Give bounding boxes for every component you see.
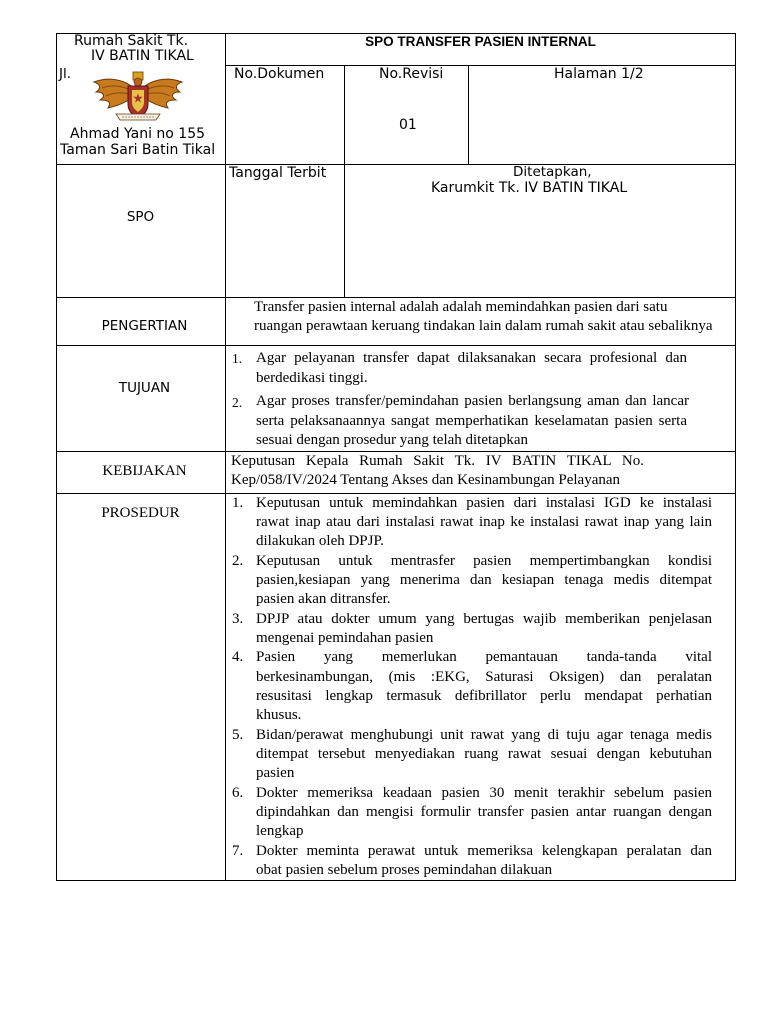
approved-by-line1: Ditetapkan,	[513, 164, 592, 180]
kebijakan-text-line1: Keputusan Kepala Rumah Sakit Tk. IV BATIN TIKAL No.	[231, 453, 644, 469]
address-line1: Ahmad Yani no 155	[70, 126, 206, 142]
hospital-emblem-icon	[90, 68, 186, 126]
list-number: 4.	[232, 649, 244, 665]
hospital-name-line2: IV BATIN TIKAL	[91, 48, 194, 64]
tujuan-label: TUJUAN	[118, 380, 171, 396]
approved-by-line2: Karumkit Tk. IV BATIN TIKAL	[431, 180, 628, 196]
hospital-logo	[90, 68, 186, 126]
spo-label: SPO	[126, 209, 155, 225]
list-item-line: Agar proses transfer/pemindahan pasien berlangsung aman dan lancar	[256, 393, 689, 409]
list-number: 2.	[232, 395, 243, 410]
list-item-line: ditempat tersebut menyediakan ruang rawat sesuai dengan kebutuhan	[256, 746, 712, 762]
list-item-line: serta pelaksanaannya sangat memperhatikan keselamatan pasien serta	[256, 413, 687, 429]
list-number: 2.	[232, 553, 244, 569]
revision-label: No.Revisi	[379, 66, 444, 82]
address-prefix: Jl.	[59, 66, 72, 82]
page-indicator: Halaman 1/2	[554, 66, 644, 82]
list-item-line: dilakukan oleh DPJP.	[256, 533, 384, 549]
list-item-line: Agar pelayanan transfer dapat dilaksanakan secara profesional dan	[256, 350, 687, 366]
pengertian-label: PENGERTIAN	[101, 318, 188, 334]
kebijakan-label: KEBIJAKAN	[102, 463, 187, 479]
list-item-line: pasien,kesiapan yang menerima dan kesiapan tenaga medis ditempat	[256, 572, 712, 588]
list-item-line: obat pasien sebelum proses pemindahan dilakuan	[256, 862, 553, 878]
grid-line	[56, 33, 57, 881]
grid-line	[56, 297, 736, 298]
list-item-line: sesuai dengan prosedur yang telah ditetapkan	[256, 432, 528, 448]
grid-line	[56, 493, 736, 494]
hospital-name-line1: Rumah Sakit Tk.	[74, 33, 189, 49]
kebijakan-text-line2: Kep/058/IV/2024 Tentang Akses dan Kesinambungan Pelayanan	[231, 472, 621, 488]
grid-line	[225, 33, 226, 881]
list-item-line: khusus.	[256, 707, 302, 723]
list-item-line: resusitasi lengkap termasuk defibrillator perlu mendapat perhatian	[256, 688, 712, 704]
list-item-line: pasien	[256, 765, 295, 781]
grid-line	[468, 65, 469, 165]
list-number: 1.	[232, 495, 244, 511]
grid-line	[735, 33, 736, 881]
grid-line	[56, 164, 736, 165]
list-number: 7.	[232, 843, 244, 859]
pengertian-text-line2: ruangan perawtaan keruang tindakan lain dalam rumah sakit atau sebaliknya	[254, 318, 713, 334]
list-item-line: rawat inap atau dari instalasi rawat inap ke instalasi rawat inap yang lain	[256, 514, 712, 530]
list-item-line: Dokter meminta perawat untuk memeriksa kelengkapan peralatan dan	[256, 843, 712, 859]
list-item-line: mengenai pemindahan pasien	[256, 630, 434, 646]
list-item-line: DPJP atau dokter umum yang bertugas wajib memberikan penjelasan	[256, 611, 712, 627]
list-item-line: Dokter memeriksa keadaan pasien 30 menit terakhir sebelum pasien	[256, 785, 712, 801]
list-item-line: pasien akan ditransfer.	[256, 591, 391, 607]
pengertian-text-line1: Transfer pasien internal adalah adalah memindahkan pasien dari satu	[254, 299, 668, 315]
grid-line	[344, 65, 345, 298]
grid-line	[56, 880, 736, 881]
issue-date-label: Tanggal Terbit	[229, 165, 327, 181]
list-item-line: Pasien yang memerlukan pemantauan tanda-tanda vital	[256, 649, 712, 665]
list-number: 1.	[232, 351, 243, 366]
list-item-line: lengkap	[256, 823, 304, 839]
grid-line	[56, 451, 736, 452]
document-title: SPO TRANSFER PASIEN INTERNAL	[365, 34, 596, 49]
list-number: 6.	[232, 785, 244, 801]
address-line2: Taman Sari Batin Tikal	[60, 142, 216, 158]
list-item-line: Keputusan untuk memindahkan pasien dari instalasi IGD ke instalasi	[256, 495, 712, 511]
list-number: 3.	[232, 611, 244, 627]
list-item-line: Bidan/perawat menghubungi unit rawat yang di tuju agar tenaga medis	[256, 727, 712, 743]
doc-number-label: No.Dokumen	[234, 66, 325, 82]
prosedur-label: PROSEDUR	[101, 505, 180, 521]
revision-value: 01	[399, 117, 417, 133]
list-item-line: berdedikasi tinggi.	[256, 370, 368, 386]
list-item-line: berkesinambungan, (mis :EKG, Saturasi Oksigen) dan peralatan	[256, 669, 712, 685]
list-item-line: dipindahkan dan mengisi formulir transfer pasien antar ruangan dengan	[256, 804, 712, 820]
list-item-line: Keputusan untuk mentrasfer pasien mempertimbangkan kondisi	[256, 553, 712, 569]
list-number: 5.	[232, 727, 244, 743]
grid-line	[56, 345, 736, 346]
